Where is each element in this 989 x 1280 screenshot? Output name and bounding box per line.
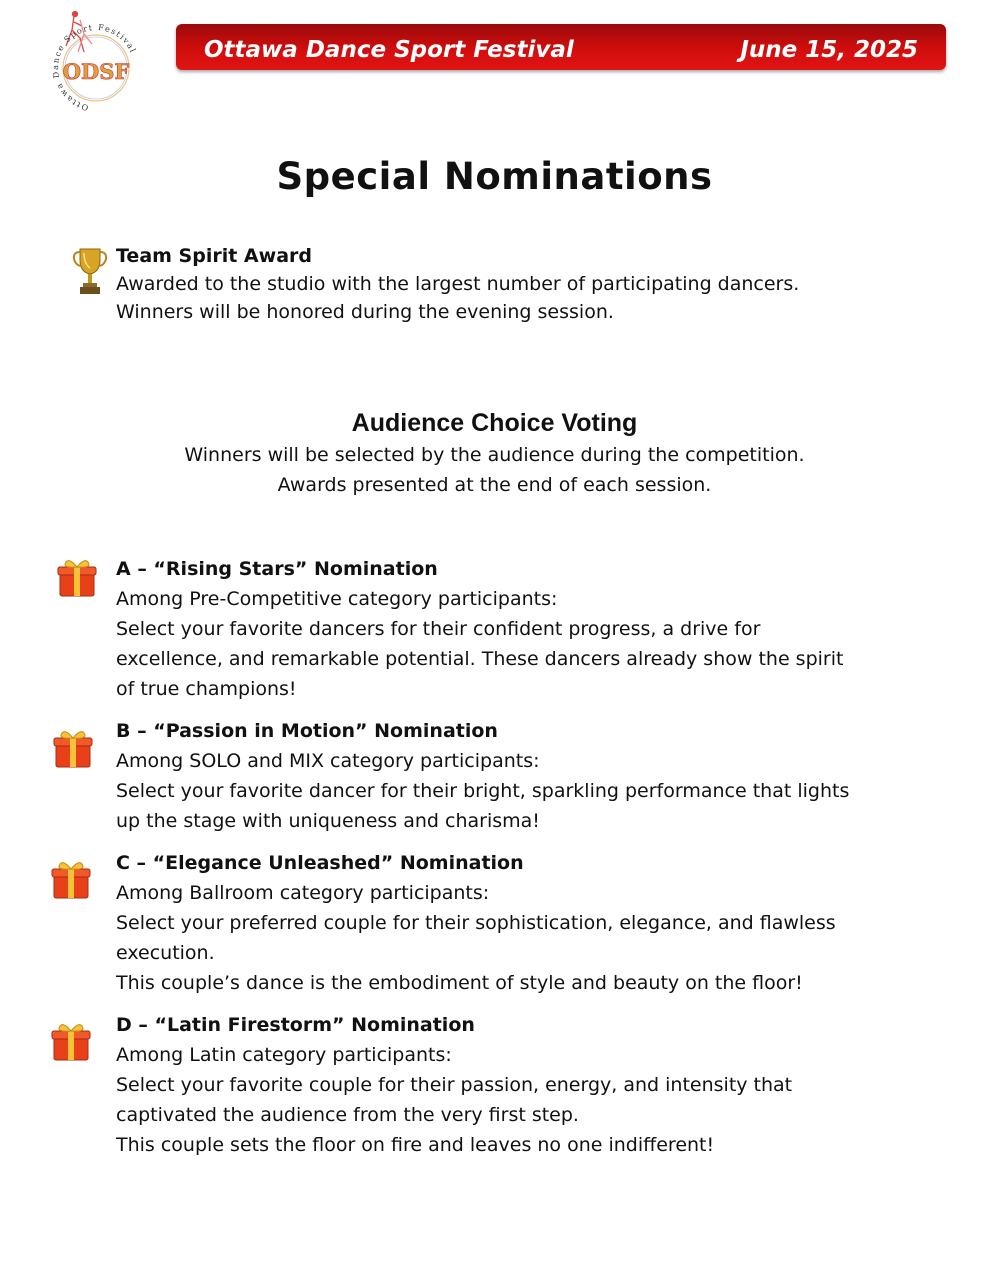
nomination-line: captivated the audience from the very first step. [116, 1104, 579, 1126]
header-banner [176, 24, 946, 70]
nomination-b [116, 717, 876, 836]
page-title: Special Nominations [276, 155, 713, 198]
svg-text:Ottawa Dance Sport Festival: Ottawa Dance Sport Festival [50, 22, 138, 113]
gift-icon [56, 556, 98, 598]
nomination-line: This couple sets the floor on fire and leaves no one indifferent! [116, 1134, 715, 1156]
nomination-line: Select your preferred couple for their sophistication, elegance, and flawless [116, 912, 836, 934]
nomination-line: Among Pre-Competitive category participants: [116, 588, 558, 610]
nomination-title: C – “Elegance Unleashed” Nomination [116, 852, 524, 874]
nomination-line: Among SOLO and MIX category participants: [116, 750, 540, 772]
nomination-line: Select your favorite couple for their passion, energy, and intensity that [116, 1074, 793, 1096]
nomination-line: excellence, and remarkable potential. These dancers already show the spirit [116, 648, 844, 670]
voting-description: Winners will be selected by the audience during the competition. [184, 444, 805, 466]
event-date: June 15, 2025 [740, 37, 918, 63]
event-title: Ottawa Dance Sport Festival [204, 37, 574, 63]
nomination-line: Select your favorite dancers for their confident progress, a drive for [116, 618, 761, 640]
audience-choice-voting [0, 406, 989, 500]
nomination-line: Among Latin category participants: [116, 1044, 452, 1066]
nomination-title: B – “Passion in Motion” Nomination [116, 720, 498, 742]
svg-text:ODSF: ODSF [62, 59, 130, 84]
nomination-line: execution. [116, 942, 215, 964]
odsf-logo [44, 8, 148, 120]
voting-description: Awards presented at the end of each session. [277, 474, 712, 496]
gift-icon [52, 727, 94, 769]
award-title: Team Spirit Award [116, 245, 312, 267]
gift-icon [50, 1020, 92, 1062]
voting-title: Audience Choice Voting [351, 409, 638, 437]
nomination-line: Select your favorite dancer for their bright, sparkling performance that lights [116, 780, 850, 802]
nomination-d [116, 1011, 876, 1160]
nomination-line: This couple’s dance is the embodiment of style and beauty on the floor! [116, 972, 803, 994]
nomination-title: A – “Rising Stars” Nomination [116, 558, 438, 580]
nomination-line: up the stage with uniqueness and charisma! [116, 810, 540, 832]
nomination-line: Among Ballroom category participants: [116, 882, 490, 904]
gift-icon [50, 858, 92, 900]
trophy-icon [72, 246, 108, 296]
nomination-title: D – “Latin Firestorm” Nomination [116, 1014, 475, 1036]
award-description: Winners will be honored during the evening session. [116, 301, 614, 323]
nomination-c [116, 849, 876, 998]
nomination-line: of true champions! [116, 678, 297, 700]
award-description: Awarded to the studio with the largest number of participating dancers. [116, 273, 800, 295]
team-spirit-award [116, 243, 916, 326]
nomination-a [116, 555, 876, 704]
